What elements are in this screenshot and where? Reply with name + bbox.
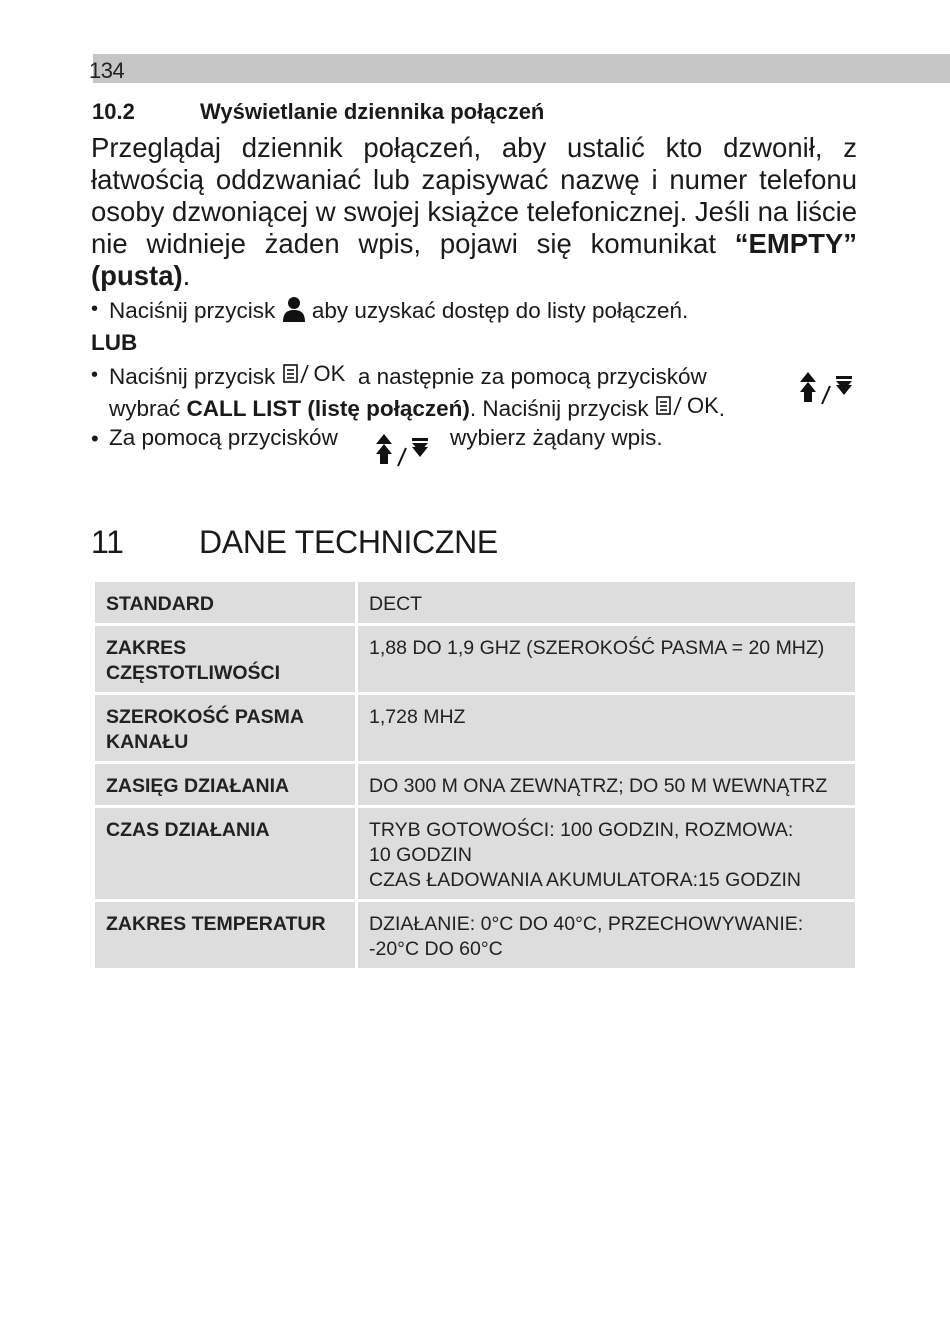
spec-label: ZASIĘG DZIAŁANIA xyxy=(94,763,357,807)
bullet-2: • xyxy=(91,364,99,386)
spec-value xyxy=(357,807,857,901)
spec-value: DECT xyxy=(357,581,857,625)
table-row xyxy=(94,694,857,763)
spec-label: SZEROKOŚĆ PASMA KANAŁU xyxy=(94,694,357,763)
menu-icon xyxy=(655,396,685,416)
spec-value: DO 300 M ONA ZEWNĄTRZ; DO 50 M WEWNĄTRZ xyxy=(357,763,857,807)
bullet-3: • xyxy=(91,426,99,451)
step-2-text-after: a następnie za pomocą przycisków xyxy=(357,364,707,389)
step-2-line-2-before: wybrać xyxy=(109,396,181,421)
section-title: Wyświetlanie dziennika połączeń xyxy=(200,99,545,124)
step-2-period: . xyxy=(718,396,726,421)
table-row xyxy=(94,625,857,694)
table-row xyxy=(94,763,857,807)
menu-ok-key-1 xyxy=(282,361,346,387)
spec-table xyxy=(92,579,858,971)
person-icon xyxy=(282,296,306,328)
spec-label: ZAKRES CZĘSTOTLIWOŚCI xyxy=(94,625,357,694)
up-down-arrows-icon xyxy=(798,370,860,408)
section-number: 10.2 xyxy=(92,99,135,124)
bullet-1: • xyxy=(91,298,99,320)
spec-value: 1,728 MHZ xyxy=(357,694,857,763)
spec-value: 1,88 DO 1,9 GHZ (SZEROKOŚĆ PASMA = 20 MHZ) xyxy=(357,625,857,694)
intro-text: Przeglądaj dziennik połączeń, aby ustalić kto dzwonił, z łatwością oddzwaniać lub zapisywać nazwę i numer telefonu osoby dzwoniącej w swojej książce telefonicznej. Jeśli na liście nie widnieje żaden wpis, pojawi się komunikat xyxy=(91,132,857,259)
up-down-arrows-icon xyxy=(374,432,436,470)
spec-label: STANDARD xyxy=(94,581,357,625)
ok-label-2: OK xyxy=(686,393,719,418)
step-3-before: Za pomocą przycisków xyxy=(109,425,338,450)
tech-title: DANE TECHNICZNE xyxy=(199,524,498,560)
step-1-text-before: Naciśnij przycisk xyxy=(109,297,276,323)
step-1-text-after: aby uzyskać dostęp do listy połączeń. xyxy=(311,297,689,323)
spec-value: DZIAŁANIE: 0°C DO 40°C, PRZECHOWYWANIE: -20°C DO 60°C xyxy=(357,901,857,970)
tech-number: 11 xyxy=(91,524,124,560)
spec-value-line: 10 GODZIN xyxy=(369,844,472,866)
spec-label: ZAKRES TEMPERATUR xyxy=(94,901,357,970)
call-list-label: CALL LIST (listę połączeń) xyxy=(186,396,470,421)
spec-value-line: CZAS ŁADOWANIA AKUMULATORA:15 GODZIN xyxy=(369,869,801,891)
section-heading xyxy=(92,99,544,125)
step-2-line-2 xyxy=(109,393,725,422)
step-2-text-before: Naciśnij przycisk xyxy=(109,364,276,389)
ok-label-1: OK xyxy=(313,361,346,386)
step-3-after: wybierz żądany wpis. xyxy=(450,425,663,450)
intro-paragraph xyxy=(91,132,857,292)
intro-empty-label: “EMPTY” (pusta) xyxy=(91,228,857,291)
spec-value-line: TRYB GOTOWOŚCI: 100 GODZIN, ROZMOWA: xyxy=(369,819,794,841)
step-1 xyxy=(109,296,688,328)
menu-ok-key-2 xyxy=(655,393,719,419)
or-label: LUB xyxy=(91,330,138,355)
table-row xyxy=(94,807,857,901)
header-bar xyxy=(93,54,950,83)
page-number: 134 xyxy=(89,58,125,83)
intro-period: . xyxy=(182,260,191,291)
table-row xyxy=(94,581,857,625)
table-row xyxy=(94,901,857,970)
step-2-line-2-after: . Naciśnij przycisk xyxy=(469,396,649,421)
step-2-line-1 xyxy=(109,361,707,390)
spec-label: CZAS DZIAŁANIA xyxy=(94,807,357,901)
menu-icon xyxy=(282,364,312,384)
tech-heading xyxy=(91,524,498,561)
